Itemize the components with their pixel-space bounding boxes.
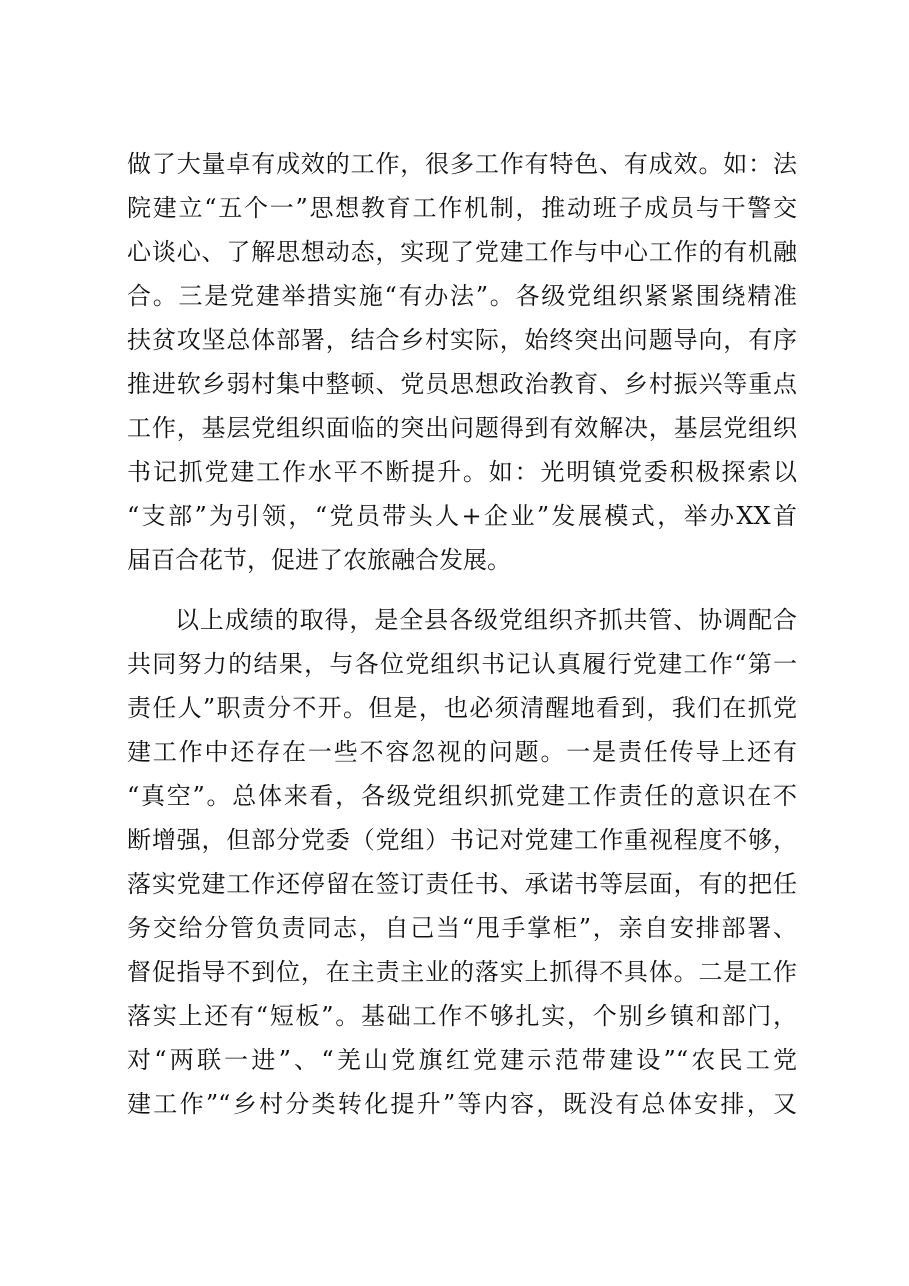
text-line-1: 做了大量卓有成效的工作，很多工作有特色、有成效。如：法	[127, 150, 797, 178]
text-line-17: 落实党建工作还停留在签订责任书、承诺书等层面，有的把任	[127, 870, 797, 898]
text-line-22: 建工作”“乡村分类转化提升”等内容，既没有总体安排，又	[127, 1090, 797, 1118]
text-line-9: “支部”为引领，“党员带头人+企业”发展模式，举办XX首	[127, 502, 797, 530]
text-line-14: 建工作中还存在一些不容忽视的问题。一是责任传导上还有	[127, 738, 797, 766]
text-line-18: 务交给分管负责同志，自己当“甩手掌柜”，亲自安排部署、	[127, 914, 797, 942]
text-line-3: 心谈心、了解思想动态，实现了党建工作与中心工作的有机融	[127, 238, 797, 266]
text-line-19: 督促指导不到位，在主责主业的落实上抓得不具体。二是工作	[127, 958, 797, 986]
text-line-15: “真空”。总体来看，各级党组织抓党建工作责任的意识在不	[127, 782, 797, 810]
text-line-5: 扶贫攻坚总体部署，结合乡村实际，始终突出问题导向，有序	[127, 326, 797, 354]
text-line-13: 责任人”职责分不开。但是，也必须清醒地看到，我们在抓党	[127, 694, 797, 722]
text-line-7: 工作，基层党组织面临的突出问题得到有效解决，基层党组织	[127, 414, 797, 442]
text-line-8: 书记抓党建工作水平不断提升。如：光明镇党委积极探索以	[127, 458, 797, 486]
text-line-6: 推进软乡弱村集中整顿、党员思想政治教育、乡村振兴等重点	[127, 370, 797, 398]
text-line-12: 共同努力的结果，与各位党组织书记认真履行党建工作“第一	[127, 650, 797, 678]
text-line-4: 合。三是党建举措实施“有办法”。各级党组织紧紧围绕精准	[127, 282, 797, 310]
text-line-2: 院建立“五个一”思想教育工作机制，推动班子成员与干警交	[127, 194, 797, 222]
text-line-16: 断增强，但部分党委（党组）书记对党建工作重视程度不够，	[127, 826, 797, 854]
text-line-10: 届百合花节，促进了农旅融合发展。	[127, 546, 511, 574]
text-line-21: 对“两联一进”、“羌山党旗红党建示范带建设”“农民工党	[127, 1046, 797, 1074]
text-line-20: 落实上还有“短板”。基础工作不够扎实，个别乡镇和部门，	[127, 1002, 797, 1030]
text-line-11: 以上成绩的取得，是全县各级党组织齐抓共管、协调配合	[175, 606, 797, 634]
